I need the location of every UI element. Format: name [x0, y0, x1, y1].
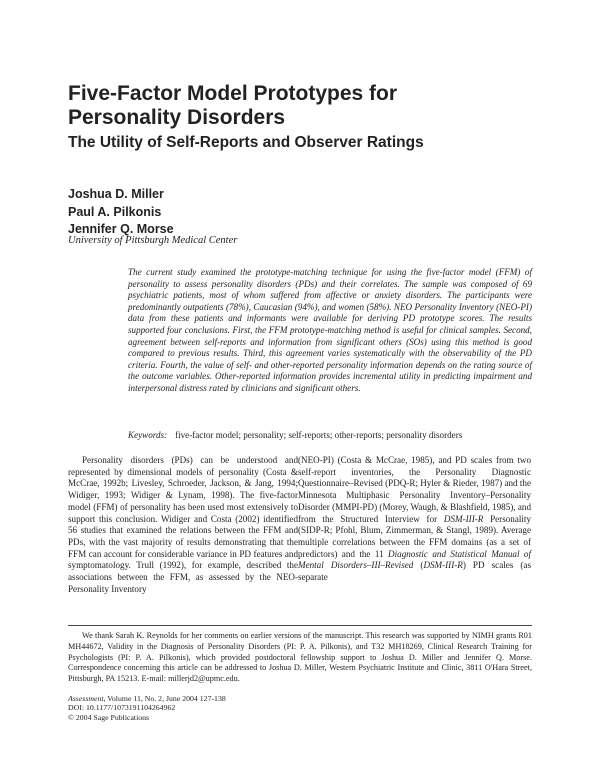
journal-details: , Volume 11, No. 2, June 2004 127-138	[103, 694, 226, 703]
doi: DOI: 10.1177/1073191104264962	[68, 703, 176, 713]
keywords	[128, 430, 548, 440]
body-text: (	[413, 560, 424, 571]
footnote-divider	[68, 625, 532, 626]
journal-name: Assessment	[68, 694, 104, 703]
body-italic-term: DSM-III-R	[423, 560, 463, 571]
body-column-right	[298, 455, 531, 584]
body-text: (NEO-PI) (Costa & McCrae, 1985), and PD scales from two self-report inventories, the Personality Diagnostic Questionnaire–Revised (PDQ-R; Hyler & Rieder, 1987) and the Minnesota Multiphasic Personality Inventory–Personality Disorder (MMPI-PD) (Morey, Waugh, & Blashfield, 1985), and from the Structured Interview for	[298, 455, 531, 524]
author-name: Jennifer Q. Morse	[68, 222, 174, 236]
title-line-2: Personality Disorders	[68, 106, 286, 129]
title-line-1: Five-Factor Model Prototypes for	[68, 82, 398, 105]
journal-citation	[68, 694, 532, 703]
body-text: ) PD scales (as separate	[298, 560, 531, 583]
body-column-left: Personality disorders (PDs) can be understood and represented by dimensional models of personality (Costa & McCrae, 1992b; Livesley, Schroeder, Jackson, & Jang, 1994; Widiger, 1993; Widiger & Lynam, 1998). The five-factor model (FFM) of personality has been used most extensively to support this conclusion. Widiger and Costa (2002) identified 56 studies that examined the relations between the FFM and PDs, with the vast majority of results demonstrating that the FFM can account for considerable variance in PD features and symptomatology. Trull (1992), for example, described the associations between the FFM, as assessed by the NEO-Personality Inventory	[68, 455, 298, 594]
keywords-label: Keywords:	[128, 430, 168, 440]
abstract: The current study examined the prototype-matching technique for using the five-factor model (FFM) of personality to assess personality disorders (PDs) and their correlates. The sample was composed of 69 psychiatric patients, most of whom suffered from affective or anxiety disorders. The participants were predominantly outpatients (78%), Caucasian (94%), and women (58%). NEO Personality Inventory (NEO-PI) data from these patients and informants were available for deriving PD prototype scores. The results supported four conclusions. First, the FFM prototype-matching method is useful for clinical samples. Second, agreement between self-reports and information from significant others (SOs) using this method is good compared to previous results. Third, this agreement varies systematically with the observability of the PD criteria. Fourth, the value of self- and other-reported personality information depends on the rating source of the outcome variables. Other-reported information provides incremental utility in predicting impairment and interpersonal distress rated by clinicians and significant others.	[128, 267, 532, 393]
body-text: Personality (SIDP-R; Pfohl, Blum, Zimmerman, & Stangl, 1989). Average multiple correlations between the FFM domains (as a set of predictors) and the 11	[298, 513, 531, 559]
author-name: Paul A. Pilkonis	[68, 204, 162, 219]
author-name: Joshua D. Miller	[68, 187, 164, 201]
citation-block	[68, 694, 532, 722]
article-title	[68, 82, 538, 130]
body-italic-term: Diagnostic and Statistical Manual of Mental Disorders–III–Revised	[298, 548, 531, 571]
article-subtitle: The Utility of Self-Reports and Observer Ratings	[68, 134, 424, 151]
body-italic-term: DSM-III-R	[443, 513, 484, 524]
affiliation: University of Pittsburgh Medical Center	[68, 235, 238, 246]
keywords-text: five-factor model; personality; self-reports; other-reports; personality disorders	[175, 430, 463, 440]
acknowledgment-footnote: We thank Sarah K. Reynolds for her comments on earlier versions of the manuscript. This research was supported by NIMH grants R01 MH44672, Validity in the Diagnosis of Personality Disorders (PI: P. A. Pilkonis), and T32 MH18269, Clinical Research Training for Psychologists (PI: P. A. Pilkonis), which provided postdoctoral fellowship support to Joshua D. Miller and Jennifer Q. Morse. Correspondence concerning this article can be addressed to Joshua D. Miller, Western Psychiatric Institute and Clinic, 3811 O'Hara Street, Pittsburgh, PA 15213. E-mail: millerjd2@upmc.edu.	[68, 631, 532, 684]
copyright: © 2004 Sage Publications	[68, 712, 150, 722]
author-list	[68, 186, 174, 239]
